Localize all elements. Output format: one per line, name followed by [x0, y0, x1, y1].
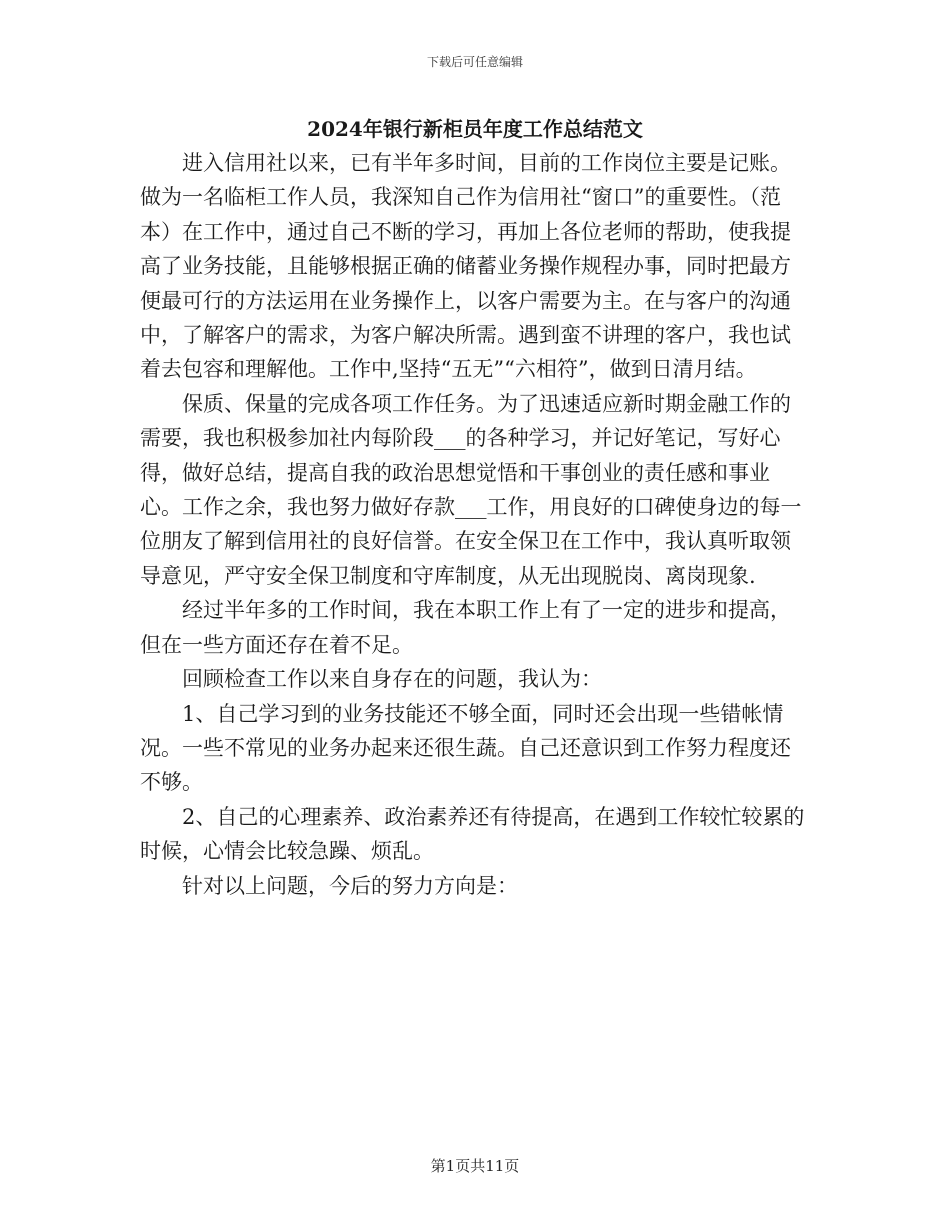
- paragraph-5: 1、自己学习到的业务技能还不够全面，同时还会出现一些错帐情况。一些不常见的业务办起来还很生蔬。自己还意识到工作努力程度还不够。: [140, 701, 791, 795]
- paragraph-1: 进入信用社以来，已有半年多时间，目前的工作岗位主要是记账。做为一名临柜工作人员，我深知自己作为信用社“窗口”的重要性。（范本）在工作中，通过自己不断的学习，再加上各位老师的帮助，使我提高了业务技能，且能够根据正确的储蓄业务操作规程办事，同时把最方便最可行的方法运用在业务操作上，以客户需要为主。在与客户的沟通中，了解客户的需求，为客户解决所需。遇到蛮不讲理的客户，我也试着去包容和理解他。工作中,坚持“五无”“六相符”，做到日清月结。: [140, 151, 791, 382]
- page-footer: 第1页共11页: [430, 1157, 520, 1175]
- paragraph-4: 回顾检查工作以来自身存在的问题，我认为：: [182, 667, 602, 692]
- paragraph-6: 2、自己的心理素养、政治素养还有待提高，在遇到工作较忙较累的时候，心情会比较急躁、烦乱。: [140, 804, 805, 864]
- paragraph-2: 保质、保量的完成各项工作任务。为了迅速适应新时期金融工作的需要，我也积极参加社内每阶段___的各种学习，并记好笔记，写好心得，做好总结，提高自我的政治思想觉悟和干事创业的责任感和事业心。工作之余，我也努力做好存款___工作，用良好的口碑使身边的每一位朋友了解到信用社的良好信誉。在安全保卫在工作中，我认真听取领导意见，严守安全保卫制度和守库制度，从无出现脱岗、离岗现象.: [140, 391, 802, 588]
- paragraph-3: 经过半年多的工作时间，我在本职工作上有了一定的进步和提高，但在一些方面还存在着不足。: [140, 598, 791, 657]
- header-note: 下载后可任意编辑: [426, 55, 523, 69]
- document-title: 2024年银行新柜员年度工作总结范文: [307, 117, 643, 141]
- paragraph-7: 针对以上问题，今后的努力方向是：: [182, 873, 518, 898]
- document-body: [140, 146, 810, 903]
